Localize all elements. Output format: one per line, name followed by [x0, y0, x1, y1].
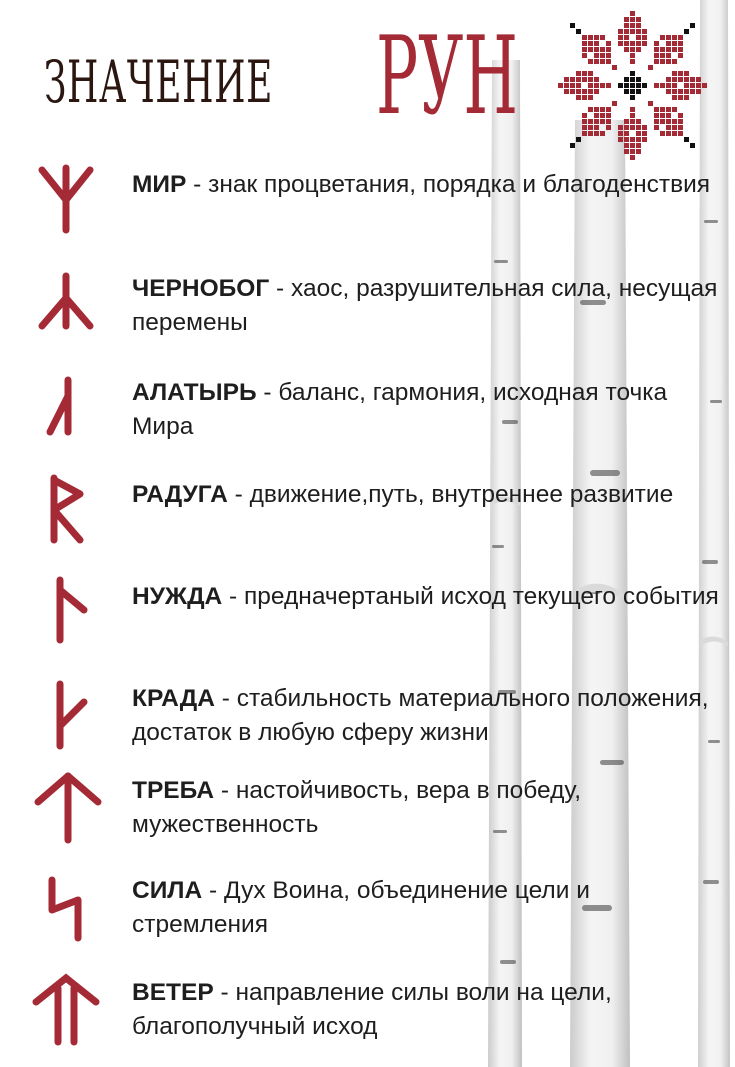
list-item [0, 572, 735, 668]
rune-name: ВЕТЕР [132, 979, 214, 1006]
rune-meaning: движение,путь, внутреннее развитие [249, 481, 674, 508]
rune-meaning: хаос, разрушительная сила, несущая перемены [132, 275, 718, 336]
list-item [0, 470, 735, 566]
rune-name: КРАДА [132, 685, 215, 712]
rune-meaning: направление силы воли на цели, благополучный исход [132, 979, 612, 1040]
rune-name: АЛАТЫРЬ [132, 379, 257, 406]
rune-meaning: стабильность материального положения, достаток в любую сферу жизни [132, 685, 709, 746]
page-title-accent: РУН [376, 14, 519, 139]
rune-description: ВЕТЕР - направление силы воли на цели, благополучный исход [132, 979, 612, 1040]
list-item [0, 866, 735, 962]
slavic-star-ornament-icon [548, 4, 718, 169]
rune-mir-icon [22, 160, 110, 252]
rune-description: КРАДА - стабильность материального положения, достаток в любую сферу жизни [132, 685, 709, 746]
rune-meaning: баланс, гармония, исходная точка Мира [132, 379, 668, 440]
rune-meaning: настойчивость, вера в победу, мужественность [132, 777, 582, 838]
rune-veter-icon [22, 968, 110, 1060]
rune-meaning: Дух Воина, объединение цели и стремления [132, 877, 590, 938]
rune-name: СИЛА [132, 877, 203, 904]
list-item [0, 968, 735, 1064]
page-title: ЗНАЧЕНИЕ [44, 48, 273, 116]
list-item [0, 674, 735, 770]
rune-name: МИР [132, 171, 187, 198]
rune-description: АЛАТЫРЬ - баланс, гармония, исходная точка Мира [132, 379, 668, 440]
rune-meaning: предначертаный исход текущего события [244, 583, 719, 610]
rune-krada-icon [22, 674, 110, 766]
rune-raduga-icon [22, 470, 110, 562]
list-item [0, 264, 735, 360]
rune-description: НУЖДА - предначертаный исход текущего события [132, 583, 719, 610]
rune-chernobog-icon [22, 264, 110, 356]
rune-name: НУЖДА [132, 583, 223, 610]
header [0, 0, 735, 170]
rune-nuzhda-icon [22, 572, 110, 664]
rune-treba-icon [22, 766, 110, 858]
rune-description: МИР - знак процветания, порядка и благоденствия [132, 171, 711, 198]
rune-name: РАДУГА [132, 481, 228, 508]
rune-description: РАДУГА - движение,путь, внутреннее развитие [132, 481, 674, 508]
rune-meaning: знак процветания, порядка и благоденствия [208, 171, 711, 198]
list-item [0, 368, 735, 464]
rune-alatyr-icon [22, 368, 110, 460]
rune-name: ТРЕБА [132, 777, 215, 804]
rune-sila-icon [22, 866, 110, 958]
list-item [0, 160, 735, 256]
rune-description: ЧЕРНОБОГ - хаос, разрушительная сила, несущая перемены [132, 275, 718, 336]
rune-name: ЧЕРНОБОГ [132, 275, 270, 302]
list-item [0, 766, 735, 862]
rune-description: СИЛА - Дух Воина, объединение цели и стремления [132, 877, 590, 938]
rune-description: ТРЕБА - настойчивость, вера в победу, мужественность [132, 777, 582, 838]
